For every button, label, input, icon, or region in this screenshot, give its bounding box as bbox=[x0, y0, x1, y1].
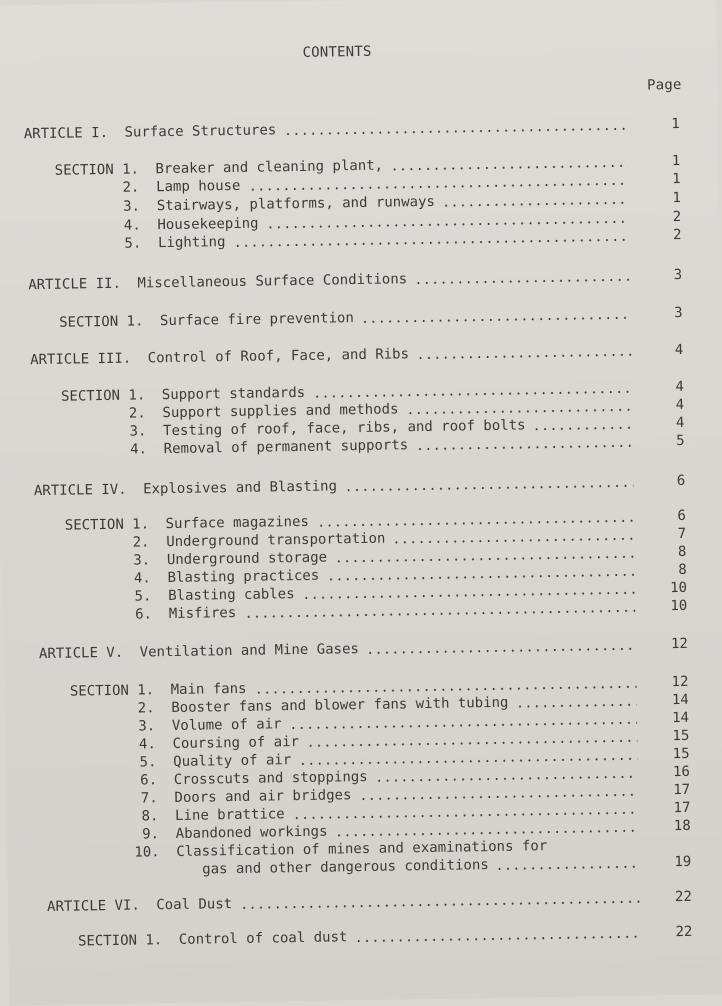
toc-entry-title: Volume of air bbox=[171, 716, 282, 735]
section-number: 3. bbox=[123, 198, 141, 215]
toc-entry-title: Lighting bbox=[157, 234, 226, 252]
leader-dots bbox=[515, 704, 637, 708]
page-number: 17 bbox=[673, 799, 691, 817]
toc-entry-title: Testing of roof, face, ribs, and roof bolts bbox=[162, 417, 526, 440]
section-number: 2. bbox=[128, 405, 146, 422]
article-label: ARTICLE I. bbox=[23, 124, 109, 143]
toc-entry-title: Surface Structures bbox=[124, 122, 277, 141]
page-number: 6 bbox=[677, 507, 686, 525]
page-number: 8 bbox=[677, 543, 687, 561]
section-number: 9. bbox=[142, 826, 160, 843]
toc-article-row bbox=[8, 888, 708, 917]
section-number: 5. bbox=[124, 235, 142, 252]
page-number: 14 bbox=[672, 709, 690, 727]
page-number: 2 bbox=[672, 226, 682, 244]
toc-entry-title: Coal Dust bbox=[156, 896, 233, 914]
section-number: 7. bbox=[140, 790, 158, 807]
section-number: SECTION 1. bbox=[59, 313, 144, 331]
section-number: 10. bbox=[134, 844, 160, 861]
section-number: 2. bbox=[137, 700, 155, 717]
toc-section-row bbox=[0, 304, 699, 333]
page-number: 22 bbox=[675, 923, 693, 941]
toc-entry-title: Ventilation and Mine Gases bbox=[139, 641, 359, 661]
section-number: 3. bbox=[138, 718, 156, 735]
page-number: 15 bbox=[672, 727, 690, 745]
section-number: 4. bbox=[133, 570, 151, 587]
page-number: 6 bbox=[676, 472, 686, 490]
leader-dots bbox=[366, 648, 636, 654]
leader-dots bbox=[415, 445, 632, 450]
toc-entry-title: Surface magazines bbox=[165, 513, 310, 533]
leader-dots bbox=[344, 485, 633, 492]
page-number: 14 bbox=[671, 691, 689, 709]
toc-entry-title: Explosives and Blasting bbox=[143, 478, 338, 498]
section-number: 6. bbox=[140, 772, 158, 789]
leader-dots bbox=[248, 183, 628, 191]
leader-dots bbox=[244, 610, 635, 618]
toc-entry-title: Main fans bbox=[170, 680, 247, 699]
toc-entry-title: Breaker and cleaning plant, bbox=[155, 157, 384, 178]
leader-dots bbox=[496, 866, 640, 870]
page-number: 4 bbox=[675, 378, 684, 396]
toc-entry-title: Removal of permanent supports bbox=[163, 437, 409, 458]
leader-dots bbox=[361, 317, 631, 323]
leader-dots bbox=[355, 936, 641, 942]
page-number: 10 bbox=[670, 597, 688, 615]
page-number: 1 bbox=[672, 170, 681, 188]
toc-entry-title: Booster fans and blower fans with tubing bbox=[171, 694, 509, 717]
toc-entry-title: Surface fire prevention bbox=[159, 310, 354, 330]
toc-entry-title: Line brattice bbox=[174, 806, 285, 824]
section-number: 5. bbox=[134, 588, 152, 605]
toc-article-row bbox=[0, 266, 698, 295]
section-number: SECTION 1. bbox=[54, 161, 140, 179]
article-label: ARTICLE VI. bbox=[46, 897, 140, 915]
section-number: 2. bbox=[132, 534, 150, 551]
section-number: SECTION 1. bbox=[60, 387, 146, 405]
toc-section-row bbox=[8, 923, 708, 952]
toc-entry-title: gas and other dangerous conditions bbox=[202, 857, 489, 878]
page-number: 2 bbox=[672, 208, 682, 226]
toc-entry-title: Control of Roof, Face, and Ribs bbox=[147, 346, 410, 367]
leader-dots bbox=[532, 427, 632, 431]
toc-entry-title: Coursing of air bbox=[172, 734, 300, 753]
section-number: SECTION 1. bbox=[69, 682, 155, 700]
toc-entry-title: Stairways, platforms, and runways bbox=[156, 193, 436, 215]
page-number: 4 bbox=[675, 396, 685, 414]
leader-dots bbox=[416, 354, 631, 359]
section-number: 6. bbox=[135, 606, 153, 623]
page-number: 1 bbox=[672, 189, 681, 207]
toc-entry-title: Miscellaneous Surface Conditions bbox=[137, 271, 408, 292]
section-number: SECTION 1. bbox=[77, 932, 163, 950]
toc-article-row bbox=[4, 635, 704, 664]
toc-article-row bbox=[1, 472, 701, 501]
page-column-label: Page bbox=[646, 76, 682, 94]
article-label: ARTICLE III. bbox=[30, 350, 132, 369]
section-number: SECTION 1. bbox=[64, 516, 150, 534]
section-number: 4. bbox=[138, 736, 156, 753]
section-number: 4. bbox=[123, 217, 141, 234]
leader-dots bbox=[393, 538, 635, 544]
page-number: 3 bbox=[674, 304, 683, 322]
section-number: 3. bbox=[129, 423, 147, 440]
toc-entry-title: Housekeeping bbox=[157, 215, 259, 234]
toc-entry-title: Support standards bbox=[161, 384, 306, 404]
leader-dots bbox=[359, 794, 638, 800]
page-number: 12 bbox=[671, 673, 689, 691]
article-label: ARTICLE V. bbox=[38, 644, 124, 663]
article-label: ARTICLE II. bbox=[28, 275, 122, 294]
leader-dots bbox=[284, 128, 628, 135]
leader-dots bbox=[240, 901, 640, 909]
toc-entry-title: Underground storage bbox=[166, 549, 328, 569]
toc-entry-title: Blasting cables bbox=[168, 586, 295, 605]
section-number: 2. bbox=[122, 179, 140, 196]
page-number: 17 bbox=[673, 781, 691, 799]
leader-dots bbox=[233, 239, 629, 247]
toc-entry-title: Doors and air bridges bbox=[174, 787, 352, 806]
page-number: 7 bbox=[677, 525, 687, 543]
toc-entry-title: Blasting practices bbox=[167, 567, 320, 587]
leader-dots bbox=[442, 202, 629, 207]
page-number: 1 bbox=[671, 152, 681, 170]
toc-entry-title: Quality of air bbox=[173, 752, 292, 770]
leader-dots bbox=[406, 409, 633, 415]
page-number: 8 bbox=[678, 561, 687, 579]
toc-entry-title: Crosscuts and stoppings bbox=[173, 768, 368, 788]
section-number: 4. bbox=[130, 441, 148, 458]
toc-article-row bbox=[0, 115, 696, 144]
toc-entry-title: Abandoned workings bbox=[175, 823, 328, 842]
page-number: 4 bbox=[675, 414, 685, 432]
toc-entry-title: Control of coal dust bbox=[178, 929, 348, 948]
section-number: 8. bbox=[141, 808, 159, 825]
page-number: 18 bbox=[673, 817, 691, 835]
article-label: ARTICLE IV. bbox=[33, 481, 127, 500]
page-number: 15 bbox=[672, 745, 690, 763]
page-number: 5 bbox=[676, 432, 685, 450]
page-number: 12 bbox=[670, 635, 688, 653]
toc-entry-title: Support supplies and methods bbox=[162, 401, 399, 422]
toc-entry-title: Lamp house bbox=[156, 177, 241, 196]
page-number: 3 bbox=[673, 266, 683, 284]
page-number: 10 bbox=[670, 579, 688, 597]
page-number: 16 bbox=[672, 763, 691, 781]
toc-entry-title: Underground transportation bbox=[166, 530, 386, 551]
leader-dots bbox=[375, 776, 638, 782]
leader-dots bbox=[414, 279, 630, 284]
section-number: 5. bbox=[139, 754, 157, 771]
section-number: 3. bbox=[133, 552, 151, 569]
toc-entry-title: Classification of mines and examinations for bbox=[176, 838, 548, 860]
toc-entry-title: Misfires bbox=[168, 604, 237, 623]
page-number: 19 bbox=[674, 853, 692, 871]
page-number: 22 bbox=[674, 888, 692, 906]
leader-dots bbox=[390, 165, 628, 171]
toc-article-row bbox=[0, 341, 699, 370]
page-number: 4 bbox=[674, 341, 684, 359]
contents-heading: CONTENTS bbox=[302, 43, 372, 61]
page-number: 1 bbox=[671, 115, 680, 133]
